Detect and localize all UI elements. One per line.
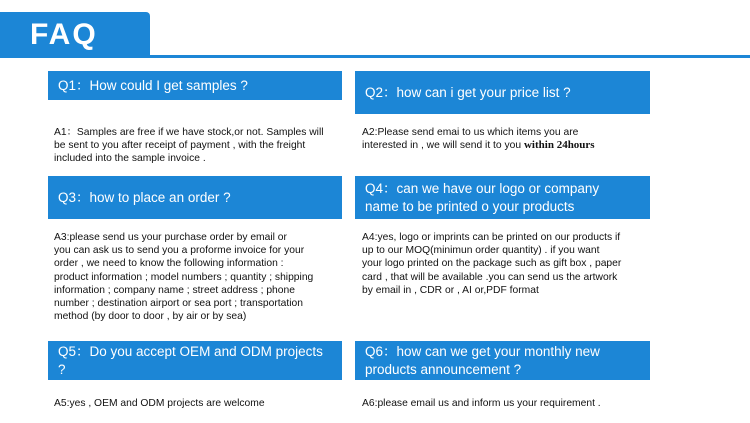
answer-line: A1：Samples are free if we have stock,or not. Samples will <box>54 127 324 138</box>
faq-question-3 <box>48 176 342 219</box>
answer-line: method (by door to door , by air or by sea) <box>54 311 247 323</box>
answer-line: be sent to you after receipt of payment , with the freight <box>54 140 306 152</box>
answer-line: card , that will be available .you can send us the artwork <box>362 271 618 283</box>
faq-answer-3 <box>54 231 349 323</box>
faq-title-tab <box>0 12 150 58</box>
faq-answer-2 <box>362 126 652 152</box>
faq-answer-4 <box>362 231 654 297</box>
page-title: FAQ <box>30 18 98 51</box>
answer-line: number ; destination airport or sea port ; transportation <box>54 298 303 310</box>
question-text <box>365 343 600 379</box>
answer-line: information ; company name ; street address ; phone <box>54 284 295 296</box>
question-text: Q1：How could I get samples ? <box>58 77 248 93</box>
answer-line: A3:please send us your purchase order by email or <box>54 232 287 243</box>
answer-line: A6:please email us and inform us your requirement . <box>362 398 601 409</box>
answer-line: you can ask us to send you a proforme invoice for your <box>54 245 305 257</box>
question-text: Q5：Do you accept OEM and ODM projects ? <box>58 343 323 377</box>
faq-question-1 <box>48 71 342 100</box>
answer-line: A5:yes , OEM and ODM projects are welcome <box>54 398 265 409</box>
answer-line: product information ; model numbers ; quantity ; shipping <box>54 271 314 283</box>
answer-line: A4:yes, logo or imprints can be printed on our products if <box>362 232 621 243</box>
question-line: Q4：can we have our logo or company <box>365 180 600 196</box>
question-text <box>365 180 599 216</box>
answer-text: interested in , we will send it to you <box>362 140 522 152</box>
faq-question-4 <box>355 176 650 219</box>
faq-header <box>0 0 750 58</box>
faq-answer-6 <box>362 397 652 410</box>
faq-answer-1 <box>54 126 349 166</box>
answer-line: your logo printed on the package such as gift box , paper <box>362 258 622 270</box>
question-text: Q2：how can i get your price list ? <box>365 84 571 100</box>
answer-line: by email in , CDR or , AI or,PDF format <box>362 284 539 296</box>
question-line: name to be printed o your products <box>365 198 575 214</box>
answer-line: up to our MOQ(minimun order quantity) . if you want <box>362 245 600 257</box>
question-line: products announcement ? <box>365 361 522 377</box>
faq-question-6 <box>355 341 650 380</box>
question-text: Q3：how to place an order ? <box>58 189 231 205</box>
faq-question-2 <box>355 71 650 114</box>
answer-emphasis: within 24hours <box>523 139 595 152</box>
question-line: Q6：how can we get your monthly new <box>365 343 600 359</box>
answer-line: A2:Please send emai to us which items you are <box>362 127 579 138</box>
faq-answer-5 <box>54 397 349 410</box>
answer-line: included into the sample invoice . <box>54 153 206 165</box>
header-divider <box>150 55 750 58</box>
answer-line: order , we need to know the following information : <box>54 258 284 270</box>
answer-line <box>362 139 652 152</box>
faq-question-5 <box>48 341 342 380</box>
